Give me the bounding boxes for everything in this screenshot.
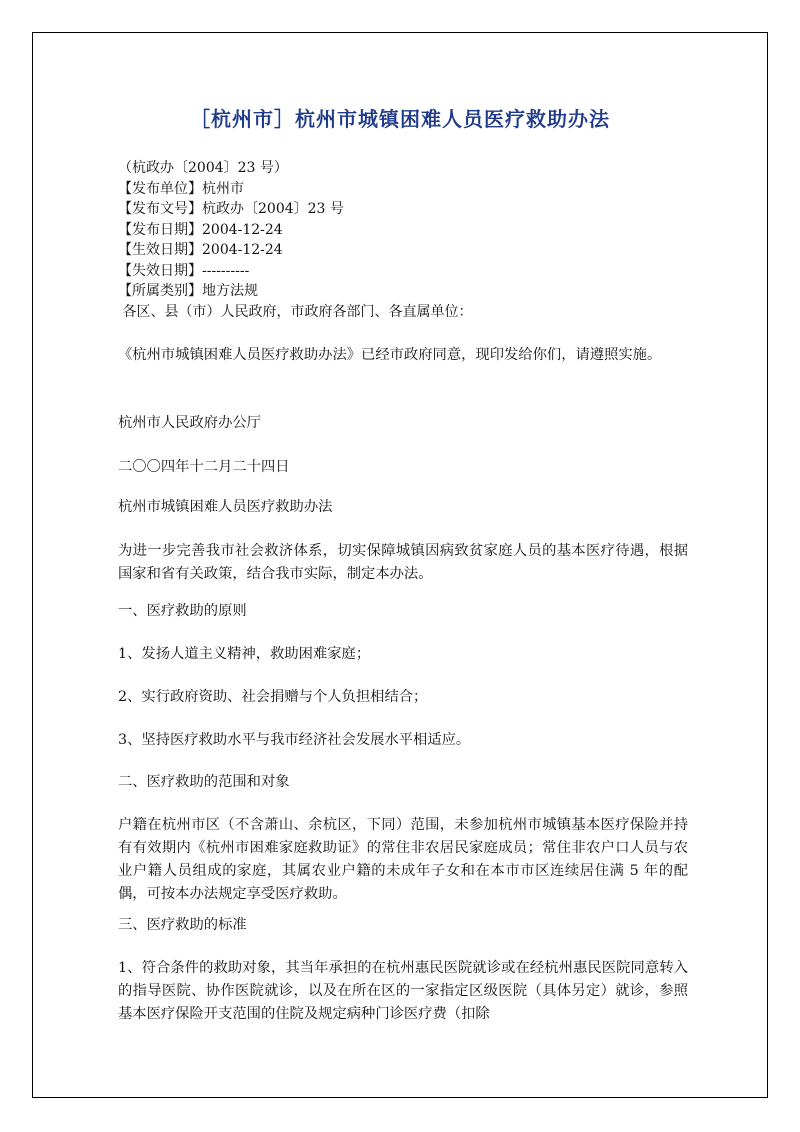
regulation-title: 杭州市城镇困难人员医疗救助办法: [118, 499, 333, 515]
doc-number: （杭政办〔2004〕23 号）: [118, 160, 288, 176]
notice-paragraph: 《杭州市城镇困难人员医疗救助办法》已经市政府同意，现印发给你们，请遵照实施。: [118, 347, 662, 363]
section-heading-3: 三、医疗救助的标准: [118, 917, 247, 933]
section-heading-2: 二、医疗救助的范围和对象: [118, 774, 290, 790]
issue-date-line: 【发布日期】2004-12-24: [118, 221, 283, 238]
scope-paragraph: 户籍在杭州市区（不含萧山、余杭区，下同）范围，未参加杭州市城镇基本医疗保险并持有有效期内《杭州市困难家庭救助证》的常住非农居民家庭成员；常住非农户口人员与农业户籍人员组成的家庭，其属农业户籍的未成年子女和在本市市区连续居住满 5 年的配偶，可按本办法规定享受医疗救助。: [118, 817, 688, 902]
preamble-paragraph: 为进一步完善我市社会救济体系，切实保障城镇因病致贫家庭人员的基本医疗待遇，根据国家和省有关政策，结合我市实际，制定本办法。: [118, 543, 688, 582]
effective-date-line: 【生效日期】2004-12-24: [118, 242, 283, 258]
document-metadata: [118, 158, 472, 322]
category-line: 【所属类别】地方法规: [118, 283, 258, 299]
expiry-date-line: 【失效日期】----------: [118, 262, 250, 279]
standard-paragraph: 1、符合条件的救助对象，其当年承担的在杭州惠民医院就诊或在经杭州惠民医院同意转入的指导医院、协作医院就诊，以及在所在区的一家指定区级医院（具体另定）就诊，参照基本医疗保险开支范围的住院及规定病种门诊医疗费（扣除: [118, 960, 688, 1022]
issue-number-line: 【发布文号】杭政办〔2004〕23 号: [118, 201, 344, 217]
principle-item-2: 2、实行政府资助、社会捐赠与个人负担相结合；: [118, 689, 428, 705]
addressee-line: 各区、县（市）人民政府，市政府各部门、各直属单位：: [118, 303, 473, 320]
section-heading-1: 一、医疗救助的原则: [118, 603, 247, 619]
principle-item-1: 1、发扬人道主义精神，救助困难家庭；: [118, 646, 371, 662]
document-title: ［杭州市］杭州市城镇困难人员医疗救助办法: [190, 107, 610, 131]
principle-item-3: 3、坚持医疗救助水平与我市经济社会发展水平相适应。: [118, 732, 471, 748]
issuing-office: 杭州市人民政府办公厅: [118, 415, 261, 431]
issuer-line: 【发布单位】杭州市: [118, 180, 244, 197]
issue-date-chinese: 二〇〇四年十二月二十四日: [118, 459, 290, 475]
